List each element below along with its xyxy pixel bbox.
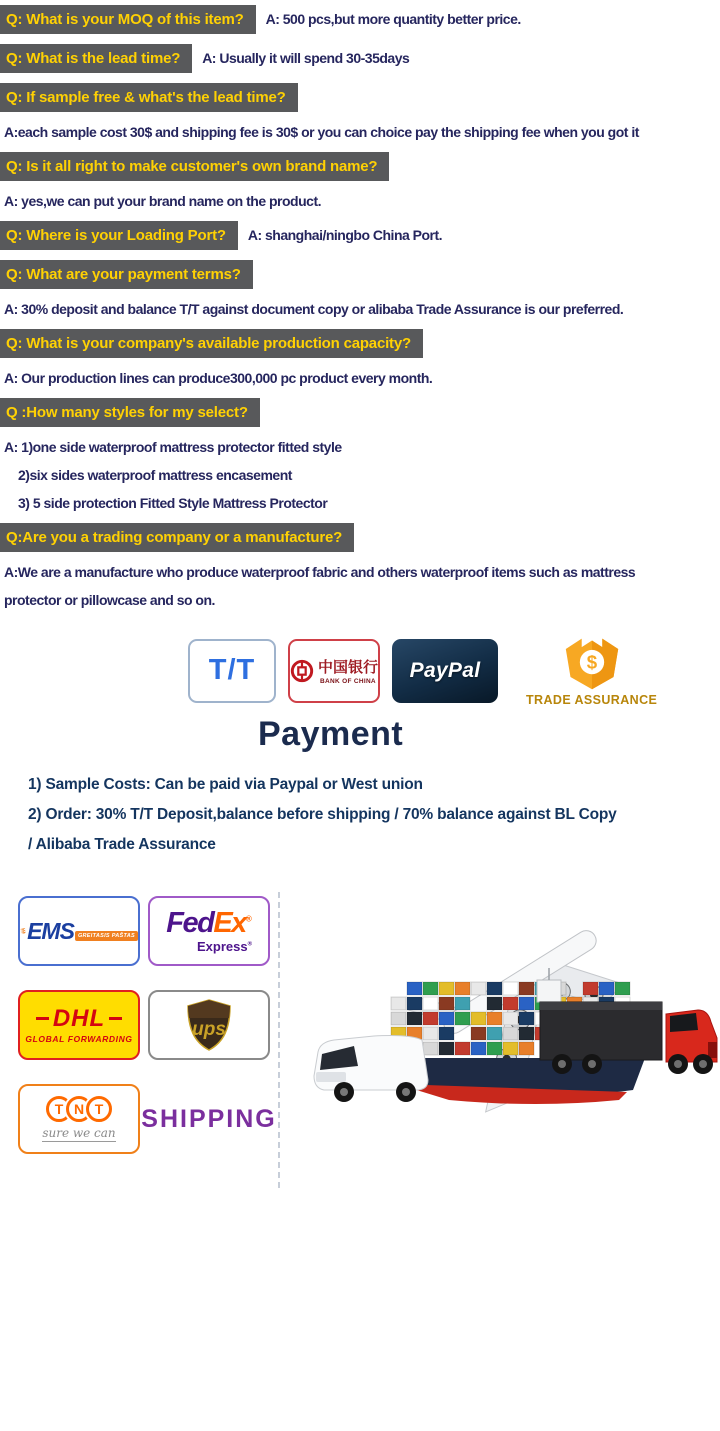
- boc-text: [318, 656, 378, 685]
- payment-section: [0, 634, 720, 860]
- question-label: Q: What is your MOQ of this item?: [0, 5, 256, 34]
- payment-term-line: 2) Order: 30% T/T Deposit,balance before shipping / 70% balance against BL Copy: [28, 806, 617, 823]
- question-label: Q :How many styles for my select?: [0, 398, 260, 427]
- paypal-label: PayPal: [409, 658, 481, 682]
- dhl-tagline: GLOBAL FORWARDING: [25, 1033, 133, 1044]
- faq-item: [0, 260, 720, 317]
- ems-label: EMS: [27, 917, 74, 944]
- answer-block: [0, 564, 720, 608]
- ups-shield-icon: [186, 998, 232, 1052]
- ems-tagline: GREITASIS PAŠTAS: [75, 931, 138, 941]
- faq-question-row: [0, 523, 720, 552]
- tnt-logo: [18, 1084, 140, 1154]
- faq-section: [0, 0, 720, 608]
- answer-line: protector or pillowcase and so on.: [4, 592, 215, 608]
- faq-item: [0, 83, 720, 140]
- question-label: Q: Where is your Loading Port?: [0, 221, 238, 250]
- logistics-illustration: [292, 880, 720, 1190]
- faq-item: [0, 398, 720, 511]
- ems-logo: [18, 896, 140, 966]
- separator-dashed-line: [278, 892, 280, 1188]
- fedex-wordmark: FedEx®: [166, 907, 252, 939]
- trade-assurance-shield-icon: [556, 634, 628, 692]
- answer-line: A: yes,we can put your brand name on the product.: [4, 193, 321, 209]
- dhl-wordmark: DHL: [32, 1007, 126, 1031]
- question-label: Q: What is the lead time?: [0, 44, 192, 73]
- faq-question-row: [0, 152, 720, 181]
- faq-item: [0, 152, 720, 209]
- faq-question-row: [0, 44, 720, 73]
- question-label: Q: What are your payment terms?: [0, 260, 253, 289]
- faq-question-row: [0, 398, 720, 427]
- faq-item: [0, 44, 720, 73]
- payment-term-line: 1) Sample Costs: Can be paid via Paypal or West union: [28, 776, 423, 793]
- faq-question-row: [0, 260, 720, 289]
- ems-wing-icon: [20, 922, 26, 940]
- tt-logo: [188, 639, 276, 703]
- tt-label: T/T: [208, 654, 256, 686]
- carrier-logos: [18, 896, 277, 1154]
- fedex-logo: [148, 896, 270, 966]
- answer-inline: A: Usually it will spend 30-35days: [202, 50, 410, 66]
- boc-chinese-name: 中国银行: [317, 658, 378, 676]
- answer-line: A: 1)one side waterproof mattress protector fitted style: [4, 439, 342, 455]
- question-label: Q: What is your company's available production capacity?: [0, 329, 423, 358]
- tnt-letter-badge: T: [46, 1096, 72, 1122]
- fedex-express-label: Express®: [196, 939, 252, 954]
- tnt-letter-badge: T: [86, 1096, 112, 1122]
- faq-question-row: [0, 83, 720, 112]
- tnt-letter-badge: N: [66, 1096, 92, 1122]
- payment-logos: [188, 634, 720, 707]
- faq-question-row: [0, 5, 720, 34]
- payment-heading: Payment: [258, 715, 404, 753]
- answer-block: [0, 193, 720, 209]
- van-image: [314, 1036, 428, 1103]
- svg-text:$: $: [586, 651, 597, 673]
- question-label: Q: If sample free & what's the lead time?: [0, 83, 298, 112]
- answer-line: A:each sample cost 30$ and shipping fee is 30$ or you can choice pay the shipping fee when you got it: [4, 124, 639, 140]
- answer-inline: A: shanghai/ningbo China Port.: [247, 227, 443, 243]
- bank-of-china-logo: [288, 639, 380, 703]
- shipping-section: [0, 884, 720, 1218]
- trade-assurance-logo: [526, 634, 657, 707]
- faq-question-row: [0, 221, 720, 250]
- answer-line: 3) 5 side protection Fitted Style Mattress Protector: [18, 495, 328, 511]
- trade-assurance-label: TRADE ASSURANCE: [526, 693, 658, 707]
- answer-block: [0, 301, 720, 317]
- answer-line: 2)six sides waterproof mattress encasement: [18, 467, 292, 483]
- dhl-logo: [18, 990, 140, 1060]
- tnt-tagline: sure we can: [42, 1126, 116, 1140]
- boc-english-name: BANK OF CHINA: [320, 678, 376, 685]
- faq-item: [0, 5, 720, 34]
- answer-block: [0, 124, 720, 140]
- tnt-wordmark: [49, 1096, 109, 1122]
- payment-term-line: / Alibaba Trade Assurance: [28, 836, 216, 853]
- faq-item: [0, 221, 720, 250]
- payment-terms: [28, 770, 720, 860]
- boc-emblem-icon: [290, 658, 314, 684]
- faq-question-row: [0, 329, 720, 358]
- question-label: Q: Is it all right to make customer's own brand name?: [0, 152, 389, 181]
- answer-line: A: 30% deposit and balance T/T against document copy or alibaba Trade Assurance is our preferred.: [4, 301, 624, 317]
- svg-text:ups: ups: [192, 1019, 226, 1040]
- ups-logo: [148, 990, 270, 1060]
- answer-line: A: Our production lines can produce300,000 pc product every month.: [4, 370, 433, 386]
- faq-item: [0, 523, 720, 608]
- faq-item: [0, 329, 720, 386]
- paypal-logo: [392, 639, 498, 703]
- answer-inline: A: 500 pcs,but more quantity better price.: [265, 11, 521, 27]
- answer-line: A:We are a manufacture who produce waterproof fabric and others waterproof items such as mattress: [4, 564, 636, 580]
- answer-block: [0, 439, 720, 511]
- question-label: Q:Are you a trading company or a manufacture?: [0, 523, 354, 552]
- answer-block: [0, 370, 720, 386]
- shipping-heading: SHIPPING: [141, 1104, 277, 1133]
